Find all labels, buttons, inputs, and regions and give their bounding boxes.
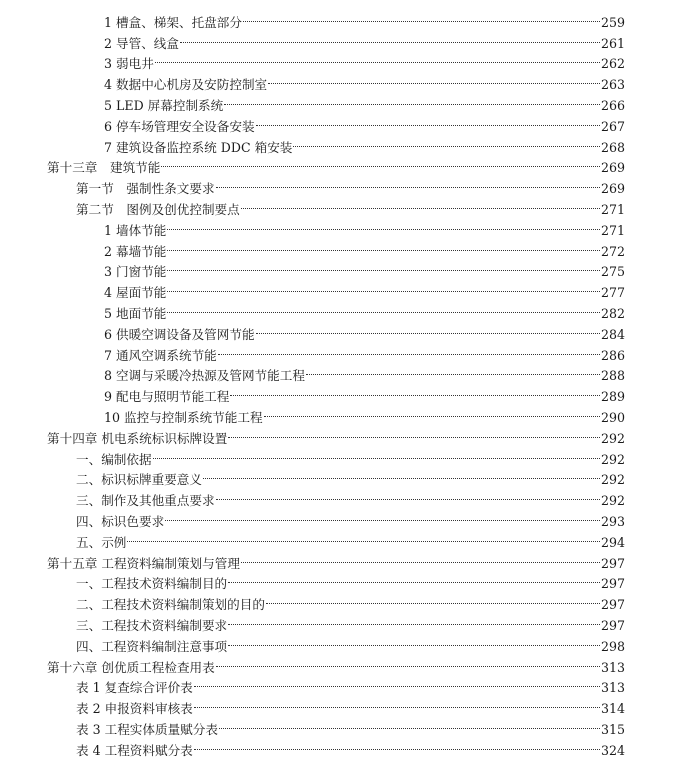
toc-entry-page-number: 315 <box>601 721 626 737</box>
toc-entry-item[interactable] <box>0 360 676 384</box>
toc-entry-title: 一、工程技术资料编制目的 <box>76 576 228 592</box>
dot-leader <box>155 48 600 69</box>
toc-entry-title: 五、示例 <box>76 534 127 550</box>
toc-entry-page-number: 290 <box>601 409 626 425</box>
toc-entry-page-number: 324 <box>601 742 626 758</box>
dot-leader <box>306 360 600 381</box>
toc-entry-cn[interactable] <box>0 484 676 509</box>
toc-entry-page-number: 282 <box>601 305 626 321</box>
dot-leader <box>216 651 600 672</box>
toc-entry-page-number: 292 <box>601 430 626 446</box>
toc-entry-title: 5 LED 屏幕控制系统 <box>104 97 224 113</box>
dot-leader <box>268 68 600 89</box>
toc-entry-page-number: 313 <box>601 680 626 696</box>
dot-leader <box>256 318 600 339</box>
dot-leader <box>167 297 600 318</box>
dot-leader <box>218 339 600 360</box>
toc-entry-title: 5 地面节能 <box>104 305 167 321</box>
toc-entry-page-number: 293 <box>601 513 626 529</box>
toc-entry-page-number: 292 <box>601 493 626 509</box>
toc-entry-cn[interactable] <box>0 609 676 633</box>
toc-entry-page-number: 297 <box>601 617 626 633</box>
toc-entry-item[interactable] <box>0 318 676 342</box>
toc-entry-title: 6 停车场管理安全设备安装 <box>104 118 255 134</box>
toc-entry-page-number: 292 <box>601 472 626 488</box>
dot-leader <box>180 27 600 48</box>
toc-entry-table[interactable] <box>0 692 676 717</box>
toc-entry-page-number: 267 <box>601 118 626 134</box>
toc-entry-title: 二、工程技术资料编制策划的目的 <box>76 597 265 613</box>
dot-leader <box>194 734 600 755</box>
toc-entry-title: 2 幕墙节能 <box>104 243 167 259</box>
toc-entry-cn[interactable] <box>0 443 676 467</box>
dot-leader <box>194 692 600 713</box>
toc-entry-page-number: 294 <box>601 534 626 550</box>
toc-entry-title: 四、工程资料编制注意事项 <box>76 638 228 654</box>
toc-entry-table[interactable] <box>0 713 676 737</box>
toc-entry-cn[interactable] <box>0 505 676 529</box>
toc-entry-section[interactable] <box>0 172 676 197</box>
dot-leader <box>127 526 600 547</box>
dot-leader <box>165 505 600 526</box>
toc-entry-title: 第一节 强制性条文要求 <box>76 181 215 197</box>
toc-entry-title: 第十五章 工程资料编制策划与管理 <box>47 555 240 571</box>
toc-entry-title: 8 空调与采暖冷热源及管网节能工程 <box>104 368 305 384</box>
toc-entry-item[interactable] <box>0 214 676 238</box>
toc-entry-table[interactable] <box>0 672 676 696</box>
dot-leader <box>167 276 600 297</box>
toc-entry-title: 3 弱电井 <box>104 56 154 72</box>
toc-entry-chapter[interactable] <box>0 152 676 176</box>
toc-entry-chapter[interactable] <box>0 422 676 446</box>
dot-leader <box>228 568 600 589</box>
toc-entry-page-number: 297 <box>601 597 626 613</box>
dot-leader <box>266 588 600 609</box>
toc-entry-title: 1 槽盒、梯架、托盘部分 <box>104 14 242 30</box>
toc-entry-page-number: 297 <box>601 555 626 571</box>
toc-entry-cn[interactable] <box>0 526 676 550</box>
toc-entry-section[interactable] <box>0 193 676 217</box>
toc-entry-title: 2 导管、线盒 <box>104 35 179 51</box>
toc-entry-title: 10 监控与控制系统节能工程 <box>104 409 263 425</box>
toc-entry-page-number: 292 <box>601 451 626 467</box>
toc-entry-title: 4 数据中心机房及安防控制室 <box>104 77 268 93</box>
dot-leader <box>256 110 600 131</box>
dot-leader <box>167 256 600 277</box>
dot-leader <box>230 380 600 401</box>
toc-entry-page-number: 262 <box>601 56 626 72</box>
toc-entry-item[interactable] <box>0 380 676 405</box>
dot-leader <box>293 131 600 152</box>
toc-entry-page-number: 269 <box>601 181 626 197</box>
toc-entry-title: 三、工程技术资料编制要求 <box>76 617 228 633</box>
toc-entry-page-number: 266 <box>601 97 626 113</box>
dot-leader <box>216 484 600 505</box>
toc-entry-item[interactable] <box>0 297 676 321</box>
toc-entry-page-number: 289 <box>601 389 626 405</box>
dot-leader <box>241 193 600 214</box>
toc-entry-title: 7 通风空调系统节能 <box>104 347 217 363</box>
toc-entry-title: 表 4 工程资料赋分表 <box>76 742 193 758</box>
toc-entry-chapter[interactable] <box>0 547 676 571</box>
toc-entry-table[interactable] <box>0 734 676 758</box>
dot-leader <box>216 172 600 193</box>
table-of-contents <box>0 6 676 758</box>
toc-entry-title: 一、编制依据 <box>76 451 152 467</box>
toc-entry-cn[interactable] <box>0 588 676 613</box>
dot-leader <box>228 609 600 630</box>
toc-entry-page-number: 271 <box>601 222 626 238</box>
toc-entry-title: 二、标识标牌重要意义 <box>76 472 202 488</box>
toc-entry-item[interactable] <box>0 6 676 30</box>
toc-entry-item[interactable] <box>0 276 676 301</box>
dot-leader <box>228 422 600 443</box>
dot-leader <box>194 672 600 693</box>
dot-leader <box>264 401 600 422</box>
dot-leader <box>161 152 600 173</box>
toc-entry-page-number: 297 <box>601 576 626 592</box>
toc-entry-title: 第十三章 建筑节能 <box>47 160 161 176</box>
toc-entry-page-number: 298 <box>601 638 626 654</box>
toc-entry-cn[interactable] <box>0 568 676 592</box>
dot-leader <box>224 89 600 110</box>
toc-entry-title: 表 1 复查综合评价表 <box>76 680 193 696</box>
toc-entry-item[interactable] <box>0 235 676 259</box>
toc-entry-page-number: 275 <box>601 264 626 280</box>
toc-entry-title: 9 配电与照明节能工程 <box>104 389 230 405</box>
dot-leader <box>203 464 600 485</box>
toc-entry-page-number: 284 <box>601 326 626 342</box>
toc-entry-cn[interactable] <box>0 464 676 488</box>
toc-entry-page-number: 268 <box>601 139 626 155</box>
dot-leader <box>219 713 600 734</box>
toc-entry-title: 第十六章 创优质工程检查用表 <box>47 659 215 675</box>
toc-entry-item[interactable] <box>0 48 676 72</box>
dot-leader <box>228 630 600 651</box>
toc-entry-title: 1 墙体节能 <box>104 222 167 238</box>
toc-entry-item[interactable] <box>0 27 676 51</box>
toc-entry-page-number: 271 <box>601 201 626 217</box>
toc-entry-page-number: 261 <box>601 35 626 51</box>
toc-entry-page-number: 259 <box>601 14 626 30</box>
toc-entry-title: 3 门窗节能 <box>104 264 167 280</box>
toc-entry-item[interactable] <box>0 131 676 155</box>
toc-entry-title: 6 供暖空调设备及管网节能 <box>104 326 255 342</box>
toc-entry-title: 第十四章 机电系统标识标牌设置 <box>47 430 228 446</box>
toc-entry-page-number: 277 <box>601 285 626 301</box>
toc-entry-page-number: 288 <box>601 368 626 384</box>
dot-leader <box>167 214 600 235</box>
toc-entry-title: 三、制作及其他重点要求 <box>76 493 215 509</box>
toc-entry-item[interactable] <box>0 89 676 113</box>
toc-entry-item[interactable] <box>0 68 676 93</box>
toc-entry-title: 7 建筑设备监控系统 DDC 箱安装 <box>104 139 293 155</box>
toc-entry-item[interactable] <box>0 339 676 363</box>
dot-leader <box>167 235 600 256</box>
toc-entry-cn[interactable] <box>0 630 676 654</box>
toc-entry-item[interactable] <box>0 401 676 425</box>
dot-leader <box>243 6 600 27</box>
toc-entry-page-number: 313 <box>601 659 626 675</box>
dot-leader <box>241 547 600 568</box>
toc-entry-title: 表 2 申报资料审核表 <box>76 701 193 717</box>
toc-entry-page-number: 286 <box>601 347 626 363</box>
toc-entry-item[interactable] <box>0 256 676 280</box>
toc-entry-title: 四、标识色要求 <box>76 513 165 529</box>
toc-entry-title: 表 3 工程实体质量赋分表 <box>76 721 218 737</box>
toc-entry-page-number: 272 <box>601 243 626 259</box>
toc-entry-page-number: 269 <box>601 160 626 176</box>
toc-entry-title: 4 屋面节能 <box>104 285 167 301</box>
toc-entry-page-number: 314 <box>601 701 626 717</box>
toc-entry-chapter[interactable] <box>0 651 676 675</box>
toc-entry-page-number: 263 <box>601 77 626 93</box>
dot-leader <box>153 443 600 464</box>
toc-entry-title: 第二节 图例及创优控制要点 <box>76 201 240 217</box>
toc-entry-item[interactable] <box>0 110 676 134</box>
